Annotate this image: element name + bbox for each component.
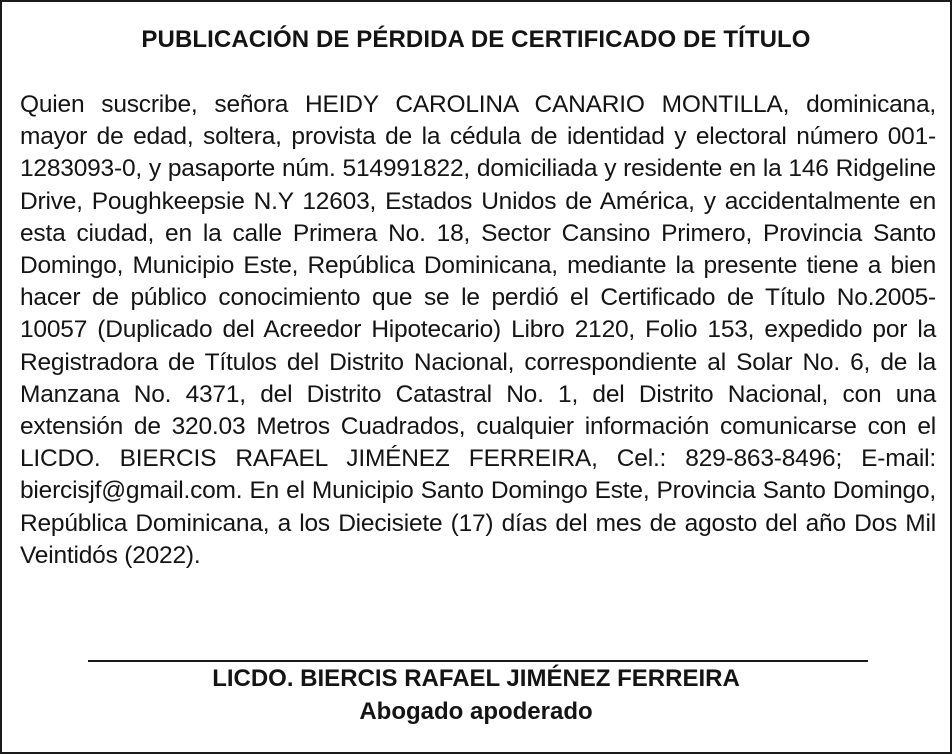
signer-role: Abogado apoderado [359, 698, 593, 725]
signer-name: LICDO. BIERCIS RAFAEL JIMÉNEZ FERREIRA [212, 665, 740, 692]
notice-title: PUBLICACIÓN DE PÉRDIDA DE CERTIFICADO DE TÍTULO [141, 26, 811, 53]
signature-line [88, 660, 868, 662]
notice-body: Quien suscribe, señora HEIDY CAROLINA CANARIO MONTILLA, dominicana, mayor de edad, soltera, provista de la cédula de identidad y electoral número 001-1283093-0, y pasaporte núm. 514991822, domiciliada y residente en la 146 Ridgeline Drive, Poughkeepsie N.Y 12603, Estados Unidos de América, y accidentalmente en esta ciudad, en la calle Primera No. 18, Sector Cansino Primero, Provincia Santo Domingo, Municipio Este, República Dominicana, mediante la presente tiene a bien hacer de público conocimiento que se le perdió el Certificado de Título No.2005-10057 (Duplicado del Acreedor Hipotecario) Libro 2120, Folio 153, expedido por la Registradora de Títulos del Distrito Nacional, correspondiente al Solar No. 6, de la Manzana No. 4371, del Distrito Catastral No. 1, del Distrito Nacional, con una extensión de 320.03 Metros Cuadrados, cualquier información comunicarse con el LICDO. BIERCIS RAFAEL JIMÉNEZ FERREIRA, Cel.: 829-863-8496; E-mail: biercisjf@gmail.com. En el Municipio Santo Domingo Este, Provincia Santo Domingo, República Dominicana, a los Diecisiete (17) días del mes de agosto del año Dos Mil Veintidós (2022). [20, 91, 936, 569]
